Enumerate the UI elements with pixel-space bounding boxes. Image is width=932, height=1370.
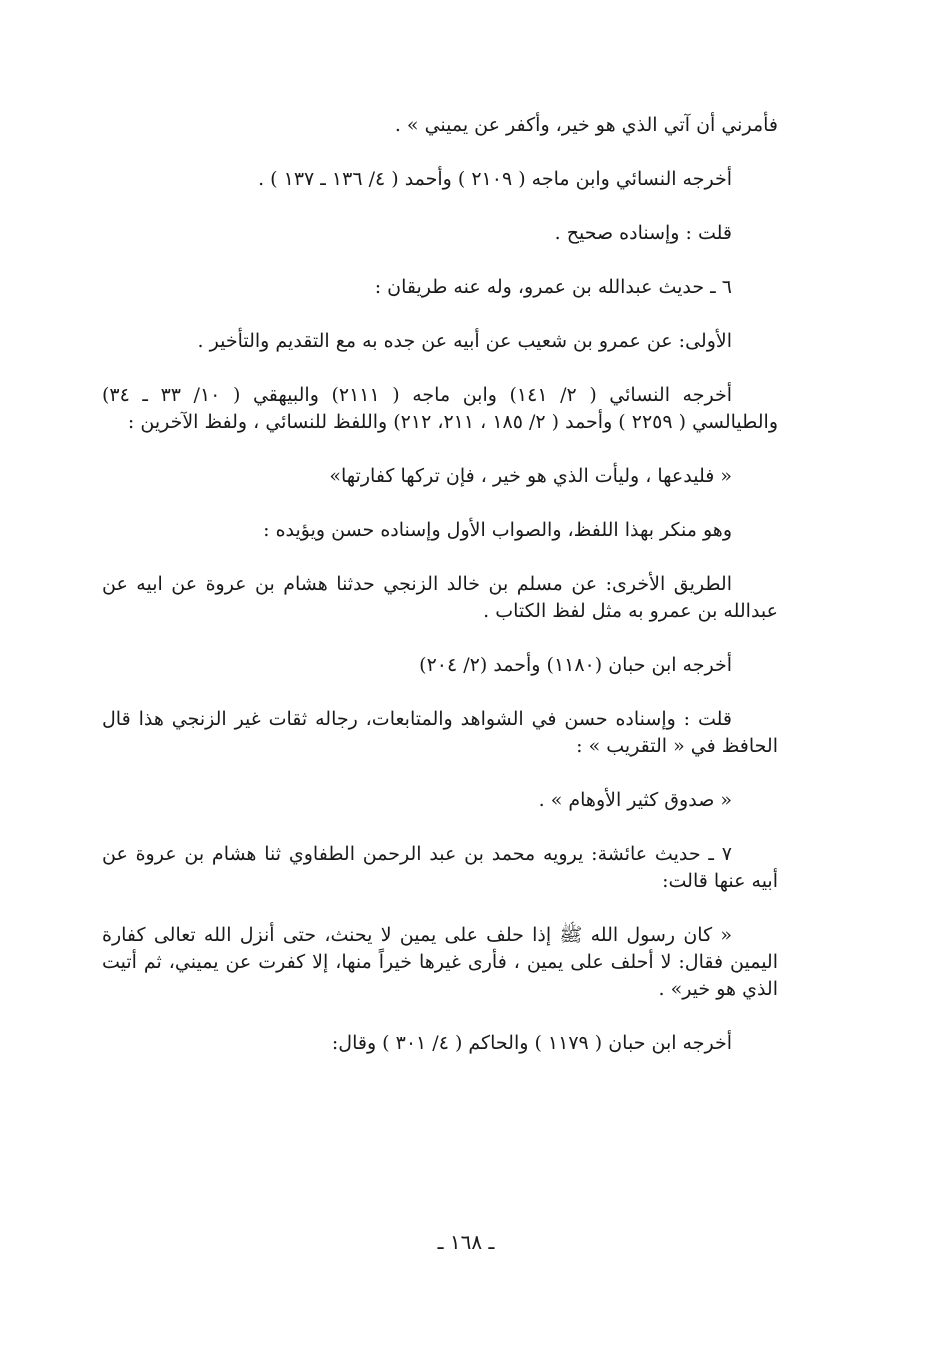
- paragraph: فأمرني أن آتي الذي هو خير، وأكفر عن يميني » .: [394, 114, 778, 136]
- paragraph: أخرجه النسائي وابن ماجه ( ٢١٠٩ ) وأحمد ( ٤/ ١٣٦ ـ ١٣٧ ) .: [258, 168, 732, 190]
- paragraph: أخرجه ابن حبان ( ١١٧٩ ) والحاكم ( ٤/ ٣٠١ ) وقال:: [331, 1032, 732, 1054]
- page-number: ـ ١٦٨ ـ: [437, 1230, 495, 1254]
- paragraph: قلت : وإسناده حسن في الشواهد والمتابعات، رجاله ثقات غير الزنجي هذا قال الحافظ في « التقريب » :: [102, 708, 778, 757]
- paragraph: الأولى: عن عمرو بن شعيب عن أبيه عن جده به مع التقديم والتأخير .: [197, 330, 732, 352]
- paragraph: ٧ ـ حديث عائشة: يرويه محمد بن عبد الرحمن الطفاوي ثنا هشام بن عروة عن أبيه عنها قالت:: [102, 843, 778, 892]
- paragraph: وهو منكر بهذا اللفظ، والصواب الأول وإسناده حسن ويؤيده :: [263, 519, 732, 541]
- paragraph: أخرجه ابن حبان (١١٨٠) وأحمد (٢/ ٢٠٤): [419, 654, 732, 676]
- body-text: [102, 112, 778, 1084]
- paragraph: أخرجه النسائي ( ٢/ ١٤١) وابن ماجه ( ٢١١١) والبيهقي ( ١٠/ ٣٣ ـ ٣٤) والطيالسي ( ٢٢٥٩ ) وأحمد ( ٢/ ١٨٥ ، ٢١١، ٢١٢) واللفظ للنسائي ، ولفظ الآخرين :: [102, 384, 778, 433]
- paragraph: ٦ ـ حديث عبدالله بن عمرو، وله عنه طريقان :: [374, 276, 732, 298]
- paragraph: « صدوق كثير الأوهام » .: [538, 789, 732, 811]
- paragraph: « كان رسول الله ﷺ إذا حلف على يمين لا يحنث، حتى أنزل الله تعالى كفارة اليمين فقال: لا أحلف على يمين ، فأرى غيرها خيراً منها، إلا كفرت عن يميني، ثم أتيت الذي هو خير» .: [102, 924, 778, 1000]
- paragraph: « فليدعها ، وليأت الذي هو خير ، فإن تركها كفارتها»: [329, 465, 732, 487]
- paragraph: الطريق الأخرى: عن مسلم بن خالد الزنجي حدثنا هشام بن عروة عن ابيه عن عبدالله بن عمرو به مثل لفظ الكتاب .: [102, 573, 778, 622]
- paragraph: قلت : وإسناده صحيح .: [554, 222, 732, 244]
